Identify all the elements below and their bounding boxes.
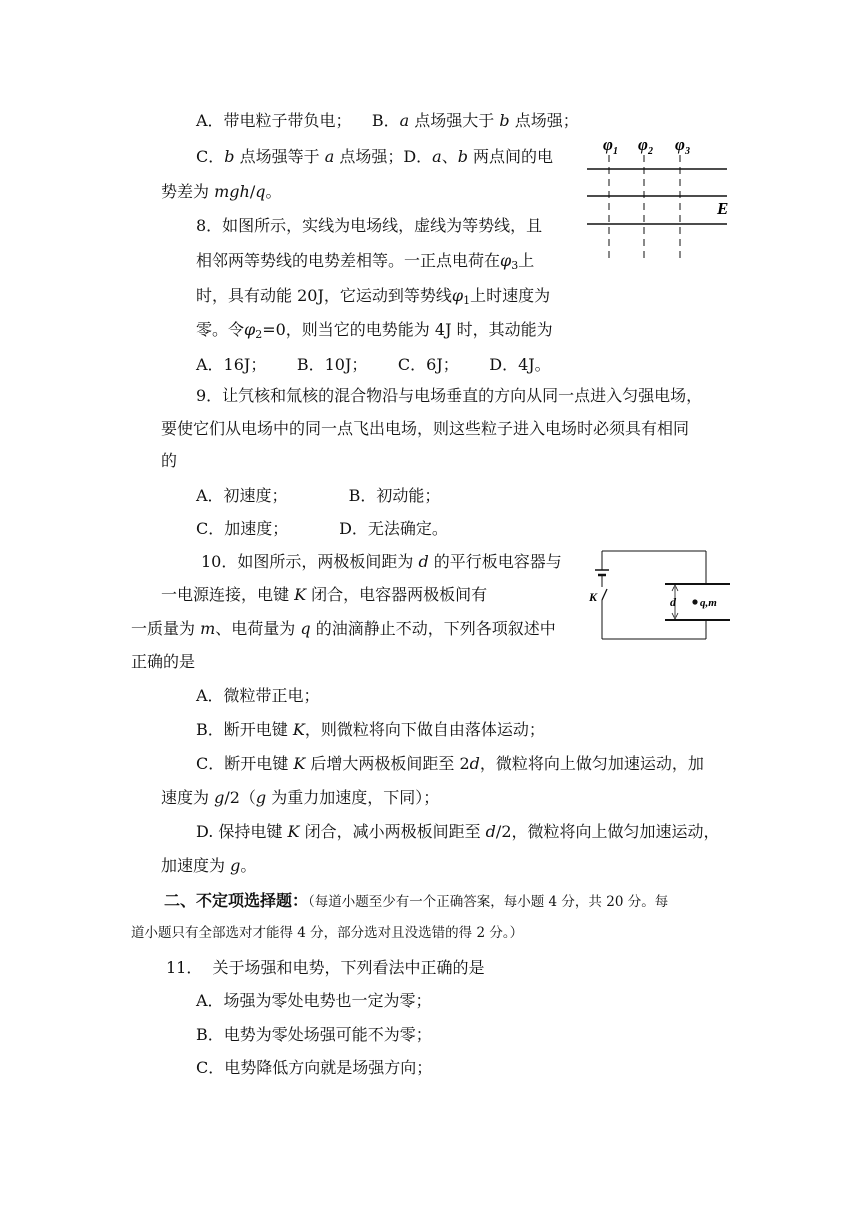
q9-options-ab: A．初速度； B．初动能； xyxy=(196,486,441,505)
section2-heading-line xyxy=(164,891,668,912)
q10-option-b: B．断开电键 K，则微粒将向下做自由落体运动； xyxy=(196,720,545,739)
q8-stem-line-2: 相邻两等势线的电势差相等。一正点电荷在$\varphi_3$上 xyxy=(196,251,535,272)
q11-stem: 11． 关于场强和电势，下列看法中正确的是 xyxy=(166,958,485,977)
q10-option-c: C．断开电键 K 后增大两极板间距至 2d，微粒将向上做匀加速运动，加 xyxy=(196,754,704,773)
q7-option-d-continued: 势差为 mgh/q。 xyxy=(161,182,282,201)
q8-options: A．16J； B．10J； C．6J； D．4J。 xyxy=(196,355,551,374)
q8-stem-line-3: 时，具有动能 20J，它运动到等势线$\varphi_1$上时速度为 xyxy=(196,286,551,307)
q7-option-a: A．带电粒子带负电； xyxy=(196,111,352,130)
q8-phi1-label: $\varphi_1$ xyxy=(603,135,618,157)
q10-oil-drop xyxy=(692,599,697,604)
q8-field-label: E xyxy=(717,199,729,218)
q10-drop-label: q,m xyxy=(700,597,717,609)
q10-option-c-continued: 速度为 g/2（g 为重力加速度，下同）； xyxy=(161,788,440,807)
q8-field-diagram xyxy=(585,133,735,263)
q10-distance-label: d xyxy=(670,595,676,609)
q10-option-d-continued: 加速度为 g。 xyxy=(161,856,257,875)
q10-stem-line-3: 一质量为 m、电荷量为 q 的油滴静止不动，下列各项叙述中 xyxy=(131,619,556,638)
q7-option-a-b-line: A．带电粒子带负电； B．a 点场强大于 b 点场强； xyxy=(196,111,579,130)
q10-switch-blade xyxy=(602,589,607,600)
q11-option-b: B．电势为零处场强可能不为零； xyxy=(196,1025,432,1044)
section2-note-continued: 道小题只有全部选对才能得 4 分，部分选对且没选错的得 2 分。） xyxy=(131,925,524,941)
q8-phi2-label: $\varphi_2$ xyxy=(638,135,653,157)
q10-option-a: A．微粒带正电； xyxy=(196,686,320,705)
section2-title: 二、不定项选择题： xyxy=(164,891,309,910)
q10-circuit-diagram xyxy=(585,547,735,642)
q9-stem-line-2: 要使它们从电场中的同一点飞出电场，则这些粒子进入电场时必须具有相同 xyxy=(161,419,690,438)
q9-stem-line-3: 的 xyxy=(161,451,178,470)
q10-switch-label: K xyxy=(589,590,598,604)
q10-stem-line-2: 一电源连接，电键 K 闭合，电容器两极板间有 xyxy=(161,585,488,604)
q10-stem-line-1: 10．如图所示，两极板间距为 d 的平行板电容器与 xyxy=(201,552,562,571)
q9-options-cd: C．加速度； D．无法确定。 xyxy=(196,519,448,538)
q8-stem-line-1: 8．如图所示，实线为电场线，虚线为等势线，且 xyxy=(196,216,543,235)
q8-stem-line-4: 零。令$\varphi_2=0$，则当它的电势能为 4J 时，其动能为 xyxy=(196,320,553,341)
q10-stem-line-4: 正确的是 xyxy=(131,652,196,671)
section2-note: （每道小题至少有一个正确答案，每小题 4 分，共 20 分。每 xyxy=(308,894,669,910)
q10-option-d: D. 保持电键 K 闭合，减小两极板间距至 d/2，微粒将向上做匀加速运动， xyxy=(196,822,720,841)
q8-phi3-label: $\varphi_3$ xyxy=(675,135,690,157)
q7-option-b-label: B． xyxy=(371,111,400,130)
q7-option-c-d-line: C．b 点场强等于 a 点场强；D．a、b 两点间的电 xyxy=(196,147,554,166)
q9-stem-line-1: 9．让氕核和氚核的混合物沿与电场垂直的方向从同一点进入匀强电场， xyxy=(196,386,703,405)
q11-option-c: C．电势降低方向就是场强方向； xyxy=(196,1058,433,1077)
q11-option-a: A．场强为零处电势也一定为零； xyxy=(196,991,432,1010)
